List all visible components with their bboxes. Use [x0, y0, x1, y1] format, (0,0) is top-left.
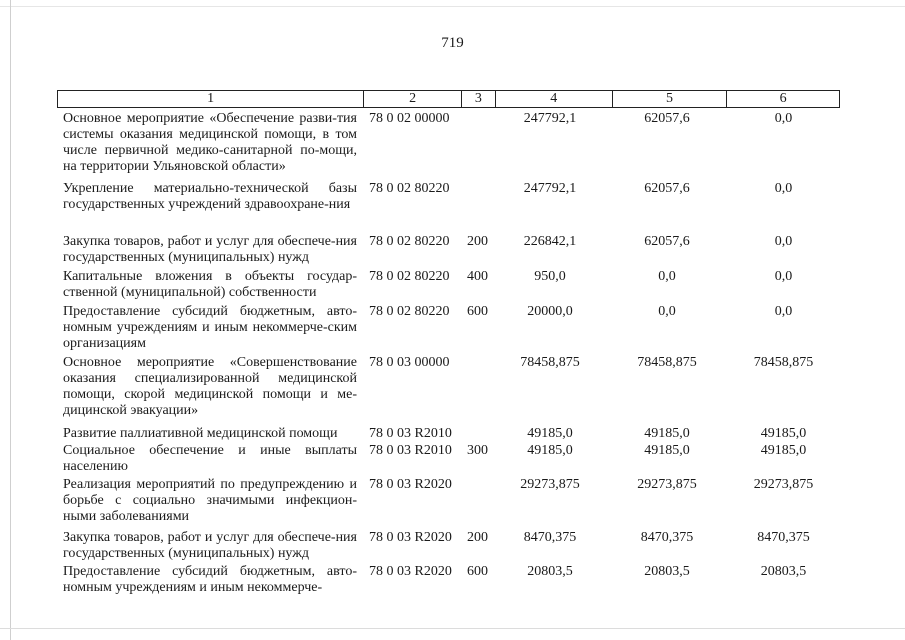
row-value-col6: 0,0 [774, 234, 793, 249]
row-value-col6: 0,0 [774, 181, 793, 196]
row-code: 78 0 02 80220 [369, 269, 450, 284]
row-name: Закупка товаров, работ и услуг для обеспече-ния государственных (муниципальных) нужд [63, 530, 357, 561]
row-value-col4: 78458,875 [520, 355, 580, 370]
row-name: Предоставление субсидий бюджетным, авто-номным учреждениям и иным некоммерче- [63, 564, 357, 595]
row-value-col6: 0,0 [774, 111, 793, 126]
row-value-col6: 0,0 [774, 269, 793, 284]
row-name: Развитие паллиативной медицинской помощи [63, 426, 338, 441]
row-name: Укрепление материально-технической базы государственных учреждений здравоохране-ния [63, 181, 357, 212]
row-name: Реализация мероприятий по предупреждению и борьбе с социально значимыми инфекцион-ными заболеваниями [63, 477, 357, 524]
row-value-col5: 20803,5 [644, 564, 690, 579]
row-code: 78 0 03 00000 [369, 355, 450, 370]
row-value-col5: 29273,875 [637, 477, 697, 492]
row-expense-type: 400 [467, 269, 488, 284]
scan-bottom-edge [0, 628, 905, 629]
row-value-col4: 247792,1 [523, 111, 577, 126]
row-value-col6: 29273,875 [753, 477, 814, 492]
row-value-col4: 20803,5 [527, 564, 573, 579]
row-value-col4: 29273,875 [520, 477, 580, 492]
row-name: Основное мероприятие «Совершенствование оказания специализированной медицинской помощи, скорой медицинской помощи и ме-дицинской эвакуации» [63, 355, 357, 418]
header-cell-3: 3 [461, 91, 495, 107]
row-value-col5: 49185,0 [644, 443, 690, 458]
row-value-col4: 226842,1 [523, 234, 577, 249]
row-code: 78 0 03 R2010 [369, 426, 452, 441]
row-value-col5: 78458,875 [637, 355, 697, 370]
row-value-col4: 49185,0 [527, 426, 573, 441]
row-name: Предоставление субсидий бюджетным, авто-номным учреждениям и иным некоммерче-ским организациям [63, 304, 357, 351]
row-code: 78 0 03 R2020 [369, 530, 452, 545]
row-expense-type: 200 [467, 234, 488, 249]
row-value-col5: 62057,6 [644, 181, 690, 196]
row-code: 78 0 02 80220 [369, 234, 450, 249]
row-value-col6: 20803,5 [760, 564, 807, 579]
row-expense-type: 200 [467, 530, 488, 545]
row-value-col5: 8470,375 [640, 530, 694, 545]
row-code: 78 0 03 R2020 [369, 564, 452, 579]
row-value-col4: 8470,375 [523, 530, 577, 545]
header-cell-4: 4 [495, 91, 612, 107]
row-code: 78 0 03 R2020 [369, 477, 452, 492]
header-cell-2: 2 [363, 91, 461, 107]
row-name: Основное мероприятие «Обеспечение разви-тия системы оказания медицинской помощи, в том числе первичной медико-санитарной по-мощи, на территории Ульяновской области» [63, 111, 357, 174]
row-value-col4: 950,0 [534, 269, 566, 284]
row-code: 78 0 03 R2010 [369, 443, 452, 458]
row-code: 78 0 02 80220 [369, 181, 450, 196]
row-expense-type: 300 [467, 443, 488, 458]
header-cell-1: 1 [207, 91, 215, 106]
row-value-col5: 0,0 [658, 269, 676, 284]
scan-top-edge [0, 6, 905, 7]
header-cell-6: 6 [726, 91, 839, 107]
row-value-col6: 0,0 [774, 304, 793, 319]
row-code: 78 0 02 00000 [369, 111, 450, 126]
table-header-row [57, 90, 840, 108]
row-value-col6: 49185,0 [760, 443, 807, 458]
row-value-col5: 62057,6 [644, 111, 690, 126]
row-value-col4: 20000,0 [527, 304, 573, 319]
row-name: Закупка товаров, работ и услуг для обеспече-ния государственных (муниципальных) нужд [63, 234, 357, 265]
row-value-col5: 0,0 [658, 304, 676, 319]
scan-left-edge [10, 0, 11, 640]
page-number: 719 [441, 35, 464, 51]
row-name: Капитальные вложения в объекты государ-ственной (муниципальной) собственности [63, 269, 357, 300]
row-expense-type: 600 [467, 564, 488, 579]
row-value-col5: 62057,6 [644, 234, 690, 249]
row-name: Социальное обеспечение и иные выплаты населению [63, 443, 357, 474]
header-cell-5: 5 [612, 91, 727, 107]
row-value-col6: 8470,375 [757, 530, 810, 545]
row-value-col4: 49185,0 [527, 443, 573, 458]
row-expense-type: 600 [467, 304, 488, 319]
row-code: 78 0 02 80220 [369, 304, 450, 319]
row-value-col5: 49185,0 [644, 426, 690, 441]
row-value-col4: 247792,1 [523, 181, 577, 196]
row-value-col6: 78458,875 [753, 355, 814, 370]
row-value-col6: 49185,0 [760, 426, 807, 441]
